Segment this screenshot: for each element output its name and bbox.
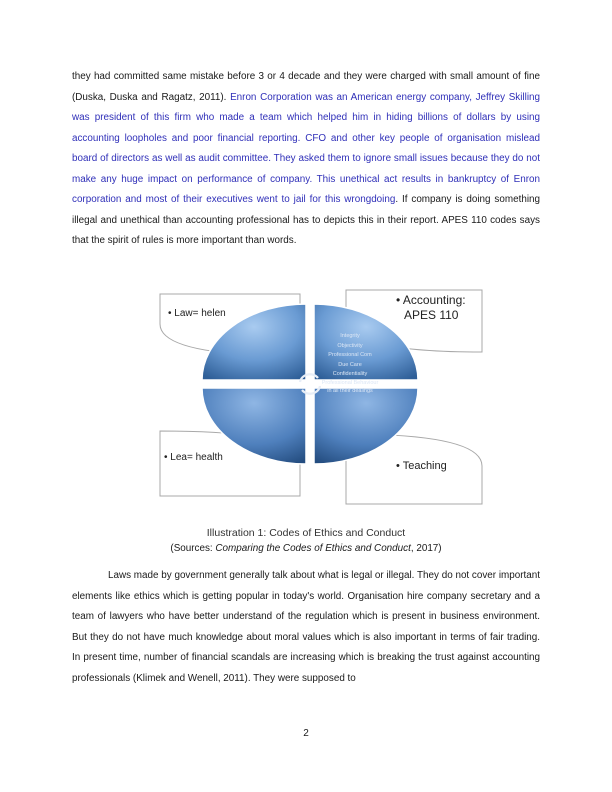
accounting-label: • Accounting: bbox=[396, 293, 466, 307]
principle-line: Integrity bbox=[340, 333, 360, 339]
principle-line: Objectivity bbox=[337, 343, 363, 349]
law-label: • Law= helen bbox=[168, 308, 226, 319]
source-suffix: , 2017) bbox=[410, 543, 442, 554]
enron-highlight-text: Enron Corporation was an American energy company, Jeffrey Skilling was president of this firm who made a team which helped him in hiding billions of dollars by using accounting loopholes and poor financial reporting. CFO and other key people of organisation mislead board of directors as well as audit committee. They asked them to ignore small issues because they do not make any huge impact on performance of company. This unethical act results in bankruptcy of Enron corporation and most of their executives went to jail for this wrongdoing bbox=[72, 91, 540, 205]
figure-source bbox=[72, 542, 540, 556]
source-prefix: (Sources: bbox=[170, 543, 216, 554]
teaching-label: • Teaching bbox=[396, 460, 447, 472]
lea-label: • Lea= health bbox=[164, 452, 223, 463]
cycle-arrows-icon bbox=[300, 374, 320, 393]
paragraph-outro: . If company is doing something illegal and unethical than accounting professional has to depicts this in their report. APES 110 codes says that the spirit of rules is more important than words. bbox=[72, 194, 540, 246]
figure-caption: Illustration 1: Codes of Ethics and Conduct bbox=[206, 527, 406, 536]
principle-line: Professional Com bbox=[328, 352, 372, 358]
principle-line: Due Care bbox=[338, 362, 362, 368]
body-paragraph-2: Laws made by government generally talk about what is legal or illegal. They do not cover important elements like ethics which is getting popular in today's world. Organisation hire company secretary and a team of lawyers who have better understand of the regulation which is present in business environment. But they do not have much knowledge about moral values which is also important in terms of fair trading. In present time, number of financial scandals are increasing which is breaking the trust against accounting professionals (Klimek and Wenell, 2011). They were supposed to bbox=[72, 570, 540, 684]
ethics-diagram bbox=[150, 286, 490, 521]
principle-line: Professional Behaviour bbox=[321, 380, 379, 386]
source-title: Comparing the Codes of Ethics and Conduct bbox=[215, 543, 411, 554]
apes-label: APES 110 bbox=[404, 308, 459, 322]
body-paragraph-1 bbox=[72, 67, 540, 252]
principle-line: Confidentiality bbox=[332, 371, 368, 377]
principle-line: in all their dealings bbox=[327, 388, 373, 394]
paragraph-intro: they had committed same mistake before 3 or 4 decade and they were charged with small amount of fine (Duska, Duska and Ragatz, 2011). bbox=[72, 71, 540, 103]
page-number: 2 bbox=[303, 728, 309, 739]
